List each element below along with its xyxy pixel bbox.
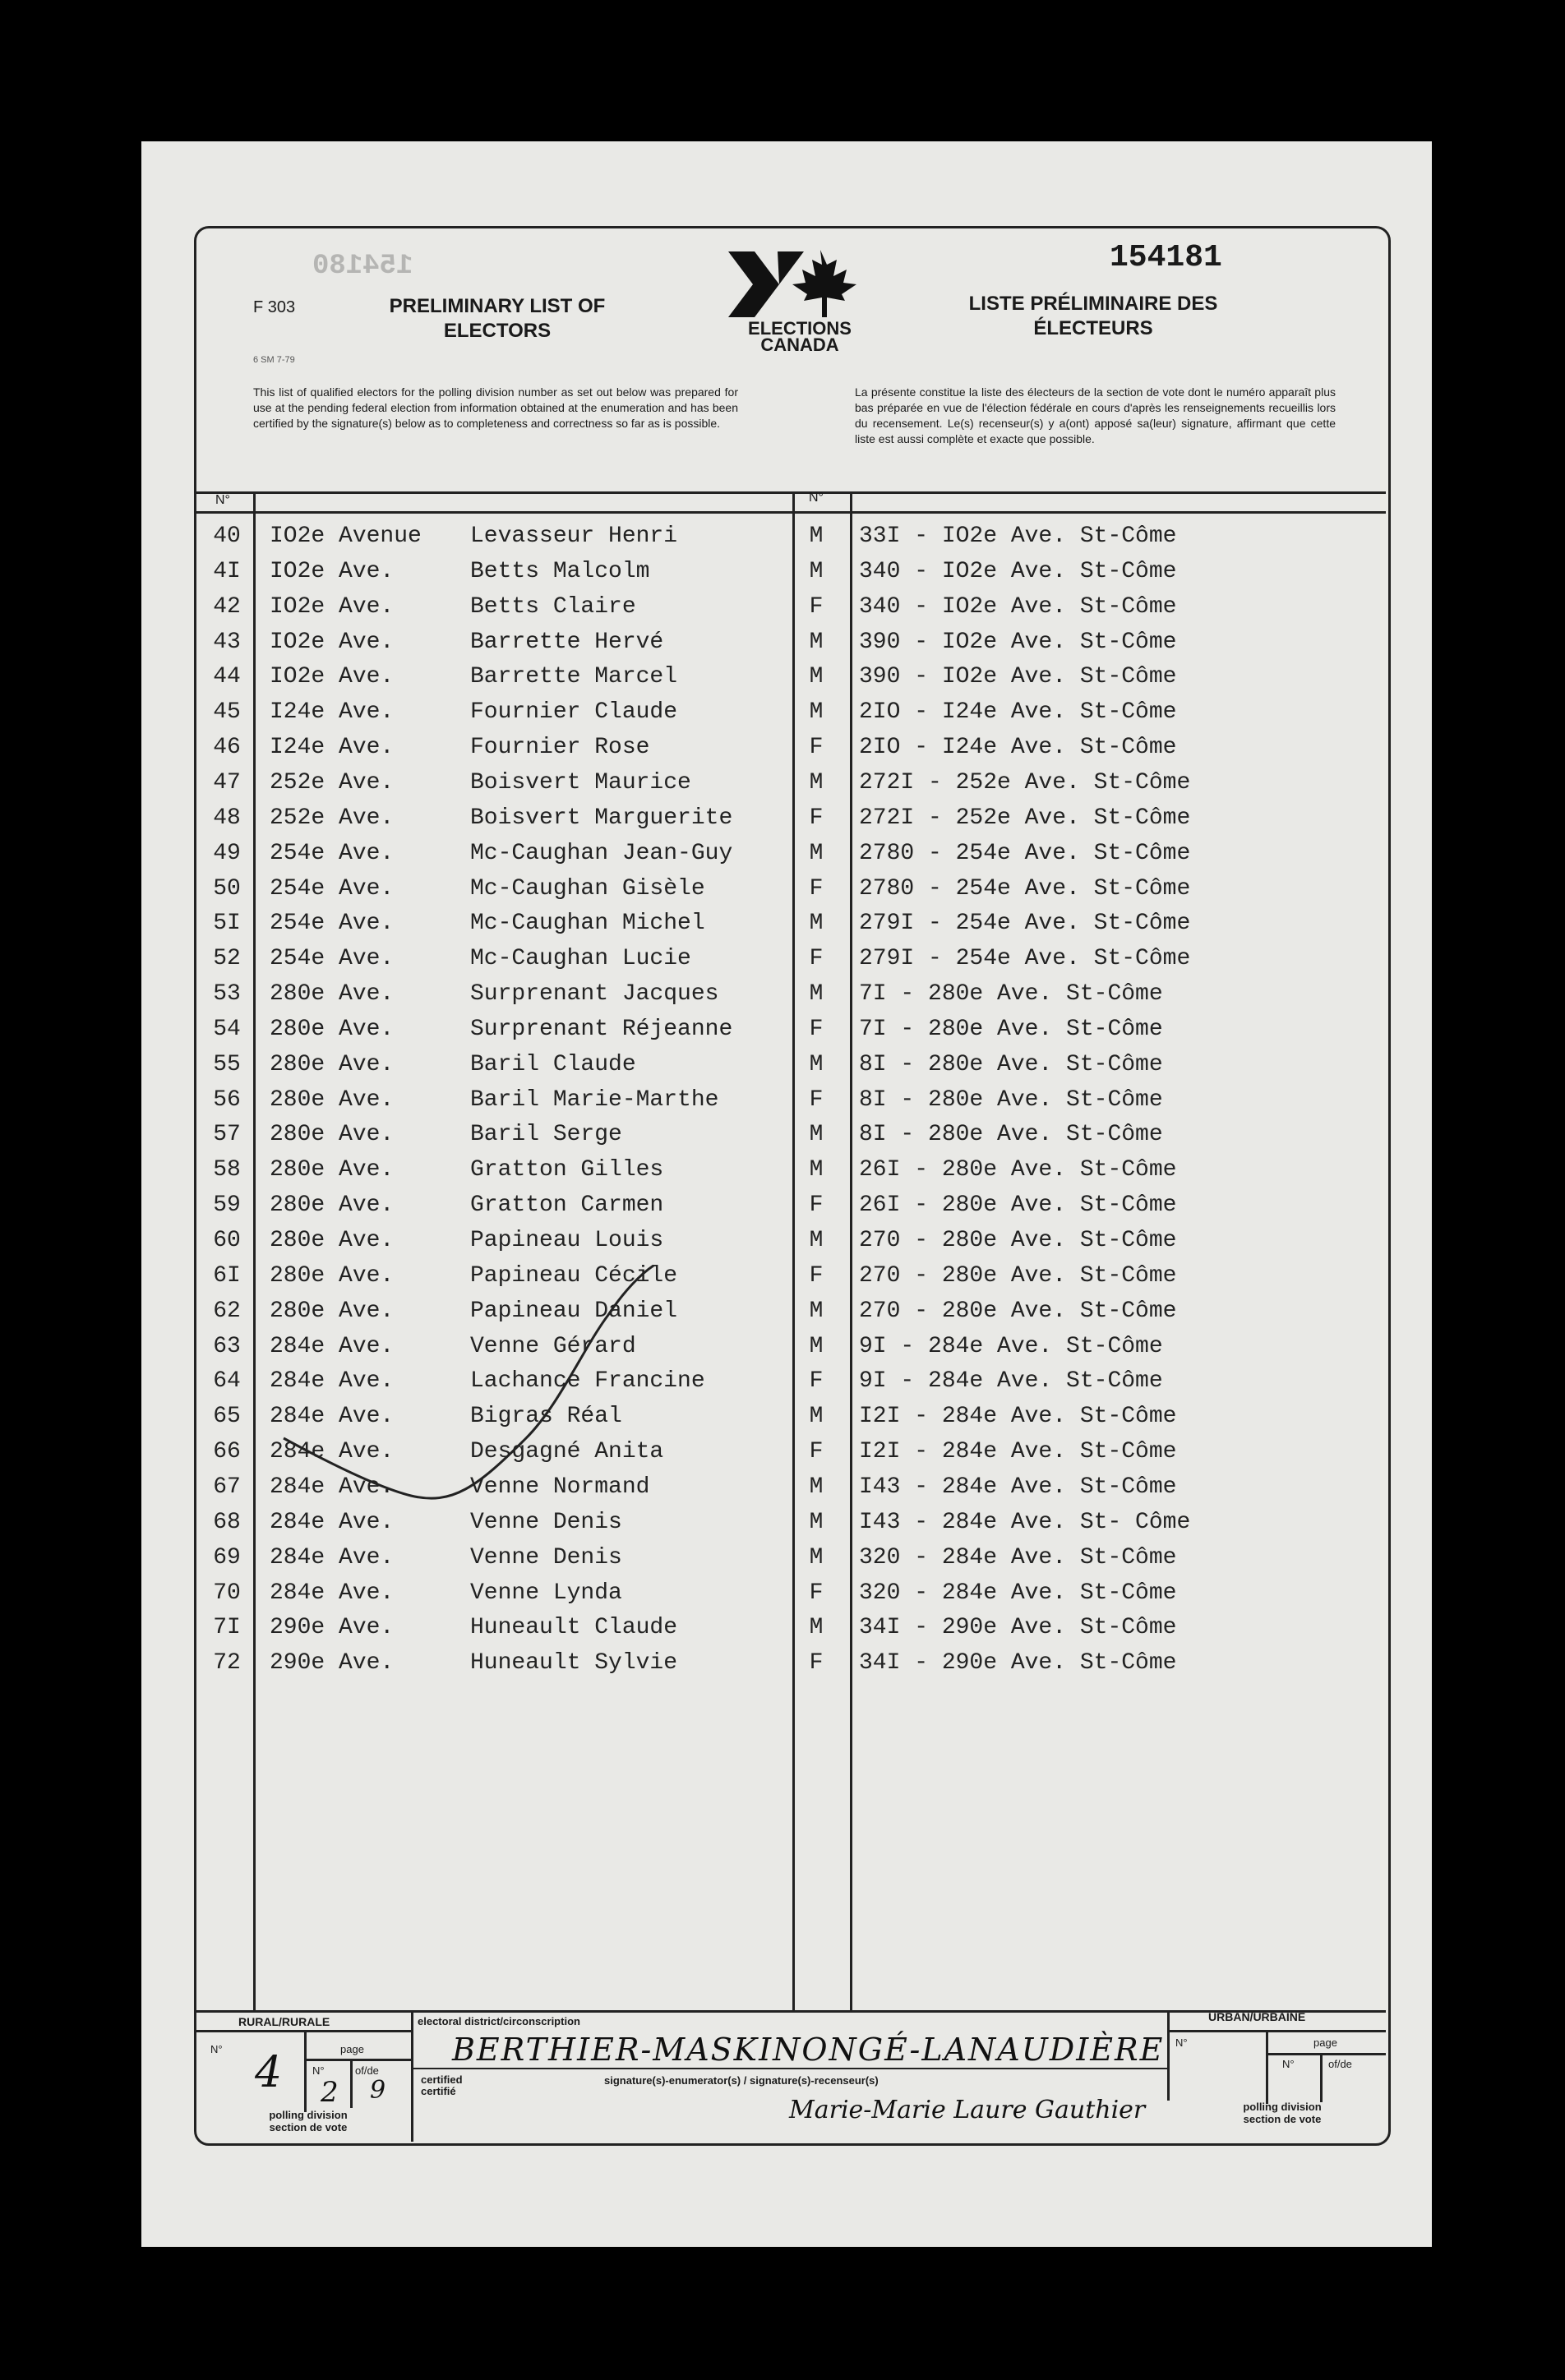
- urban-page-of-label: of/de: [1328, 2058, 1352, 2070]
- elector-name: Papineau Daniel: [470, 1298, 678, 1324]
- elector-sex: F: [809, 946, 824, 971]
- elector-street: 254e Ave.: [270, 841, 395, 866]
- elector-address: 26I - 280e Ave. St-Côme: [859, 1157, 1177, 1183]
- elector-sex: F: [809, 1439, 824, 1464]
- elector-number: 70: [213, 1580, 241, 1606]
- elector-street: 280e Ave.: [270, 1087, 395, 1113]
- polling-division-label: [255, 2109, 362, 2133]
- elector-address: 2IO - I24e Ave. St-Côme: [859, 699, 1177, 725]
- elector-sex: M: [809, 524, 824, 549]
- elector-street: 280e Ave.: [270, 1263, 395, 1289]
- elector-address: 34I - 290e Ave. St-Côme: [859, 1650, 1177, 1676]
- elector-name: Papineau Cécile: [470, 1263, 678, 1289]
- elector-address: I2I - 284e Ave. St-Côme: [859, 1439, 1177, 1464]
- elector-sex: M: [809, 1157, 824, 1183]
- elector-name: Barrette Hervé: [470, 630, 664, 655]
- polling-number: 4: [255, 2048, 283, 2097]
- elector-name: Huneault Sylvie: [470, 1650, 678, 1676]
- elector-number: 58: [213, 1157, 241, 1183]
- urban-polling-division-label: [1200, 2101, 1364, 2125]
- elector-address: 279I - 254e Ave. St-Côme: [859, 946, 1191, 971]
- elector-name: Gratton Carmen: [470, 1192, 664, 1218]
- district-label: electoral district/circonscription: [418, 2015, 580, 2027]
- elector-sex: M: [809, 664, 824, 690]
- certified-en: certified: [421, 2073, 463, 2086]
- elector-address: 9I - 284e Ave. St-Côme: [859, 1368, 1163, 1394]
- col-divider-2: [792, 491, 795, 2012]
- form-code: 6 SM 7-79: [253, 355, 295, 365]
- title-en: PRELIMINARY LIST OF ELECTORS: [389, 295, 606, 342]
- elector-number: 44: [213, 664, 241, 690]
- elector-street: 280e Ave.: [270, 1052, 395, 1077]
- elector-sex: M: [809, 1052, 824, 1077]
- elector-number: 48: [213, 805, 241, 831]
- elector-name: Levasseur Henri: [470, 524, 678, 549]
- elector-name: Mc-Caughan Jean-Guy: [470, 841, 733, 866]
- elector-sex: F: [809, 1017, 824, 1042]
- signature: Marie-Marie Laure Gauthier: [789, 2096, 1146, 2124]
- elector-number: 4I: [213, 559, 241, 584]
- elector-sex: M: [809, 1298, 824, 1324]
- elector-number: 72: [213, 1650, 241, 1676]
- elector-name: Mc-Caughan Michel: [470, 911, 705, 936]
- elector-street: 280e Ave.: [270, 1192, 395, 1218]
- maple-leaf-x-icon: [722, 247, 878, 322]
- urban-polling-division-fr: section de vote: [1243, 2113, 1322, 2125]
- footer-divider-left: [411, 2010, 413, 2142]
- elector-sex: F: [809, 1368, 824, 1394]
- elector-number: 5I: [213, 911, 241, 936]
- polling-division-en: polling division: [269, 2109, 348, 2121]
- urban-page-divider: [1320, 2053, 1323, 2102]
- elector-number: 46: [213, 735, 241, 760]
- elector-name: Surprenant Réjeanne: [470, 1017, 733, 1042]
- elector-sex: M: [809, 911, 824, 936]
- elector-name: Huneault Claude: [470, 1615, 678, 1640]
- title-fr: LISTE PRÉLIMINAIRE DES ÉLECTEURS: [968, 293, 1218, 339]
- elector-address: 272I - 252e Ave. St-Côme: [859, 805, 1191, 831]
- elector-name: Venne Lynda: [470, 1580, 622, 1606]
- elector-street: 284e Ave.: [270, 1474, 395, 1500]
- elector-address: 26I - 280e Ave. St-Côme: [859, 1192, 1177, 1218]
- elector-street: 252e Ave.: [270, 805, 395, 831]
- elector-sex: F: [809, 1192, 824, 1218]
- elector-name: Baril Serge: [470, 1122, 622, 1147]
- elector-name: Surprenant Jacques: [470, 981, 719, 1007]
- elector-number: 6I: [213, 1263, 241, 1289]
- elector-address: I2I - 284e Ave. St-Côme: [859, 1404, 1177, 1429]
- elector-street: 254e Ave.: [270, 876, 395, 902]
- elector-name: Betts Claire: [470, 594, 636, 620]
- elector-address: 2780 - 254e Ave. St-Côme: [859, 876, 1191, 902]
- elector-number: 59: [213, 1192, 241, 1218]
- elector-number: 54: [213, 1017, 241, 1042]
- elector-address: 8I - 280e Ave. St-Côme: [859, 1052, 1163, 1077]
- page-number: 2: [321, 2076, 339, 2109]
- urban-page-rule: [1266, 2053, 1386, 2055]
- elector-address: 2780 - 254e Ave. St-Côme: [859, 841, 1191, 866]
- certified-label: [421, 2074, 463, 2097]
- header-rule-top: [196, 491, 1386, 494]
- elector-number: 40: [213, 524, 241, 549]
- elector-address: 270 - 280e Ave. St-Côme: [859, 1298, 1177, 1324]
- elector-number: 57: [213, 1122, 241, 1147]
- urban-box-divider: [1266, 2030, 1268, 2104]
- elector-street: 284e Ave.: [270, 1334, 395, 1359]
- elector-number: 47: [213, 770, 241, 796]
- elector-number: 69: [213, 1545, 241, 1571]
- elector-number: 66: [213, 1439, 241, 1464]
- elector-street: IO2e Ave.: [270, 630, 395, 655]
- faint-stamp-number: 154180: [312, 251, 413, 282]
- elector-number: 62: [213, 1298, 241, 1324]
- col-no-left: N°: [215, 493, 230, 507]
- footer-rule: [196, 2010, 1386, 2013]
- elector-sex: M: [809, 841, 824, 866]
- district-name: BERTHIER-MASKINONGÉ-LANAUDIÈRE: [452, 2032, 1165, 2068]
- elector-number: 53: [213, 981, 241, 1007]
- page-box-divider: [350, 2059, 353, 2108]
- elector-sex: M: [809, 1404, 824, 1429]
- elector-number: 63: [213, 1334, 241, 1359]
- col-divider-1: [253, 491, 256, 2012]
- urban-page-no-label: N°: [1282, 2058, 1295, 2070]
- elector-name: Betts Malcolm: [470, 559, 650, 584]
- elector-name: Gratton Gilles: [470, 1157, 664, 1183]
- elector-sex: M: [809, 1122, 824, 1147]
- elector-street: 284e Ave.: [270, 1545, 395, 1571]
- elector-name: Venne Denis: [470, 1510, 622, 1535]
- rural-label: RURAL/RURALE: [238, 2015, 330, 2028]
- elector-street: I24e Ave.: [270, 699, 395, 725]
- elector-street: 254e Ave.: [270, 911, 395, 936]
- elector-number: 52: [213, 946, 241, 971]
- elector-name: Mc-Caughan Lucie: [470, 946, 691, 971]
- elector-name: Barrette Marcel: [470, 664, 678, 690]
- elector-street: I24e Ave.: [270, 735, 395, 760]
- elector-address: 340 - IO2e Ave. St-Côme: [859, 594, 1177, 620]
- elector-name: Bigras Réal: [470, 1404, 622, 1429]
- elector-sex: F: [809, 805, 824, 831]
- elector-street: 284e Ave.: [270, 1580, 395, 1606]
- elector-sex: M: [809, 630, 824, 655]
- elector-street: 252e Ave.: [270, 770, 395, 796]
- elector-number: 50: [213, 876, 241, 902]
- elector-address: 2IO - I24e Ave. St-Côme: [859, 735, 1177, 760]
- elector-sex: M: [809, 1545, 824, 1571]
- page-of-label: of/de: [355, 2064, 379, 2077]
- elector-address: 8I - 280e Ave. St-Côme: [859, 1122, 1163, 1147]
- elector-address: I43 - 284e Ave. St-Côme: [859, 1474, 1177, 1500]
- elector-address: 320 - 284e Ave. St-Côme: [859, 1545, 1177, 1571]
- urban-label: URBAN/URBAINE: [1208, 2010, 1306, 2023]
- elector-address: 9I - 284e Ave. St-Côme: [859, 1334, 1163, 1359]
- elector-number: 60: [213, 1228, 241, 1253]
- elector-street: 284e Ave.: [270, 1510, 395, 1535]
- elector-number: 56: [213, 1087, 241, 1113]
- elector-sex: M: [809, 981, 824, 1007]
- elector-street: 284e Ave.: [270, 1368, 395, 1394]
- elector-name: Venne Gérard: [470, 1334, 636, 1359]
- elector-street: 280e Ave.: [270, 1017, 395, 1042]
- elector-street: IO2e Ave.: [270, 664, 395, 690]
- elector-sex: F: [809, 1580, 824, 1606]
- elector-sex: F: [809, 1650, 824, 1676]
- elector-number: 68: [213, 1510, 241, 1535]
- certified-fr: certifié: [421, 2085, 456, 2097]
- elector-sex: M: [809, 1474, 824, 1500]
- col-divider-3: [850, 491, 852, 2012]
- page-box-rule: [304, 2059, 413, 2061]
- elector-address: 270 - 280e Ave. St-Côme: [859, 1228, 1177, 1253]
- elector-address: 320 - 284e Ave. St-Côme: [859, 1580, 1177, 1606]
- form-number: F 303: [253, 298, 296, 316]
- elector-address: 279I - 254e Ave. St-Côme: [859, 911, 1191, 936]
- elector-sex: M: [809, 559, 824, 584]
- elector-number: 49: [213, 841, 241, 866]
- intro-en: This list of qualified electors for the polling division number as set out below was prepared for use at the pending federal election from information obtained at the enumeration and has been certified by the signature(s) below as to completeness and correctness so far as is possible.: [253, 385, 738, 430]
- elector-name: Fournier Rose: [470, 735, 650, 760]
- polling-division-fr: section de vote: [269, 2121, 348, 2133]
- header-rule-bottom: [196, 511, 1386, 514]
- elector-sex: M: [809, 1228, 824, 1253]
- elector-address: 34I - 290e Ave. St-Côme: [859, 1615, 1177, 1640]
- elector-address: 8I - 280e Ave. St-Côme: [859, 1087, 1163, 1113]
- elector-address: 272I - 252e Ave. St-Côme: [859, 770, 1191, 796]
- elector-name: Fournier Claude: [470, 699, 678, 725]
- elector-sex: F: [809, 735, 824, 760]
- elector-street: IO2e Avenue: [270, 524, 422, 549]
- elector-sex: F: [809, 1087, 824, 1113]
- elector-street: 280e Ave.: [270, 981, 395, 1007]
- footer-divider-right: [1167, 2010, 1170, 2101]
- elector-street: 280e Ave.: [270, 1157, 395, 1183]
- logo-text: ELECTIONS CANADA: [748, 318, 852, 355]
- col-no-mid: N°: [809, 491, 824, 505]
- elector-street: 284e Ave.: [270, 1439, 395, 1464]
- elector-address: 390 - IO2e Ave. St-Côme: [859, 664, 1177, 690]
- elector-number: 7I: [213, 1615, 241, 1640]
- urban-page-label: page: [1313, 2036, 1337, 2049]
- rural-no-label: N°: [210, 2043, 223, 2055]
- elector-sex: M: [809, 770, 824, 796]
- elector-number: 64: [213, 1368, 241, 1394]
- urban-no-label: N°: [1175, 2036, 1188, 2049]
- elector-street: IO2e Ave.: [270, 559, 395, 584]
- elector-name: Venne Normand: [470, 1474, 650, 1500]
- elector-address: 7I - 280e Ave. St-Côme: [859, 1017, 1163, 1042]
- page-label: page: [340, 2043, 364, 2055]
- elector-number: 42: [213, 594, 241, 620]
- elector-address: 340 - IO2e Ave. St-Côme: [859, 559, 1177, 584]
- elector-street: 254e Ave.: [270, 946, 395, 971]
- elector-street: 280e Ave.: [270, 1298, 395, 1324]
- elector-number: 55: [213, 1052, 241, 1077]
- footer-box-divider: [304, 2030, 307, 2112]
- elector-name: Boisvert Maurice: [470, 770, 691, 796]
- elections-canada-logo: [722, 247, 878, 362]
- elector-name: Mc-Caughan Gisèle: [470, 876, 705, 902]
- elector-name: Venne Denis: [470, 1545, 622, 1571]
- elector-address: 390 - IO2e Ave. St-Côme: [859, 630, 1177, 655]
- elector-street: 290e Ave.: [270, 1615, 395, 1640]
- elector-sex: F: [809, 594, 824, 620]
- elector-name: Desgagné Anita: [470, 1439, 664, 1464]
- intro-fr: La présente constitue la liste des électeurs de la section de vote dont le numéro apparaît plus bas préparée en vue de l'élection fédérale en cours d'après les renseignements recueillis lors du recensement. Le(s) recenseur(s) y a(ont) apposé sa(leur) signature, affirmant que cette liste est aussi complète et exacte que possible.: [855, 385, 1336, 445]
- elector-name: Papineau Louis: [470, 1228, 664, 1253]
- stamp-number: 154181: [1110, 240, 1222, 275]
- elector-name: Lachance Francine: [470, 1368, 705, 1394]
- elector-name: Baril Marie-Marthe: [470, 1087, 719, 1113]
- elector-address: 270 - 280e Ave. St-Côme: [859, 1263, 1177, 1289]
- page-of-number: 9: [370, 2076, 386, 2105]
- elector-street: IO2e Ave.: [270, 594, 395, 620]
- elector-number: 67: [213, 1474, 241, 1500]
- elector-address: 33I - IO2e Ave. St-Côme: [859, 524, 1177, 549]
- elector-address: 7I - 280e Ave. St-Côme: [859, 981, 1163, 1007]
- page-no-label: N°: [312, 2064, 325, 2077]
- elector-name: Boisvert Marguerite: [470, 805, 733, 831]
- urban-polling-division-en: polling division: [1243, 2101, 1322, 2113]
- footer-urban-rule: [1167, 2030, 1386, 2032]
- elector-sex: F: [809, 876, 824, 902]
- district-underline: [411, 2068, 1167, 2069]
- elector-street: 280e Ave.: [270, 1122, 395, 1147]
- elector-sex: M: [809, 1334, 824, 1359]
- elector-street: 280e Ave.: [270, 1228, 395, 1253]
- elector-sex: M: [809, 1510, 824, 1535]
- elector-address: I43 - 284e Ave. St- Côme: [859, 1510, 1191, 1535]
- elector-sex: M: [809, 699, 824, 725]
- elector-sex: F: [809, 1263, 824, 1289]
- elector-street: 284e Ave.: [270, 1404, 395, 1429]
- elector-name: Baril Claude: [470, 1052, 636, 1077]
- elector-number: 65: [213, 1404, 241, 1429]
- pen-scrawl: [279, 1249, 658, 1512]
- elector-sex: M: [809, 1615, 824, 1640]
- elector-number: 45: [213, 699, 241, 725]
- elector-number: 43: [213, 630, 241, 655]
- elector-street: 290e Ave.: [270, 1650, 395, 1676]
- signature-label: signature(s)-enumerator(s) / signature(s)-recenseur(s): [604, 2074, 879, 2087]
